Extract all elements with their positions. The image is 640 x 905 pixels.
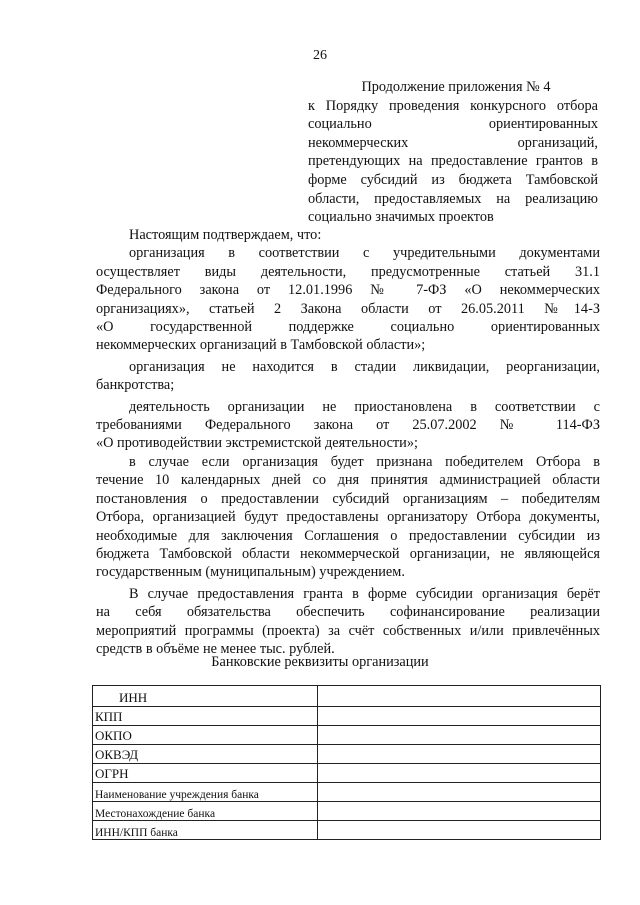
- appendix-line: форме субсидий из бюджета Тамбовской: [308, 171, 598, 188]
- bank-details-heading: Банковские реквизиты организации: [211, 654, 429, 670]
- row-label-bank-name: Наименование учреждения банка: [93, 783, 318, 802]
- text-line: банкротства;: [96, 377, 175, 394]
- table-row: [93, 686, 601, 707]
- text-line: В случае предоставления гранта в форме субсидии организация берёт: [129, 585, 600, 602]
- text-line: требованиями Федерального закона от 25.07.2002 № 114-ФЗ: [96, 417, 600, 434]
- document-body: [96, 226, 600, 658]
- row-value-ogrn[interactable]: [318, 764, 601, 783]
- row-label-inn: ИНН: [93, 686, 318, 707]
- text-line: на себя обязательства обеспечить софинансирование реализации: [96, 604, 600, 621]
- appendix-line: социально ориентированных: [308, 116, 598, 133]
- text-line: «О противодействии экстремистской деятельности»;: [96, 435, 418, 452]
- text-line: Отбора, организацией будут предоставлены организатору Отбора документы,: [96, 509, 600, 526]
- table-row: [93, 802, 601, 821]
- text-line: «О государственной поддержке социально ориентированных: [96, 319, 600, 336]
- row-label-okved: ОКВЭД: [93, 745, 318, 764]
- text-line: Федерального закона от 12.01.1996 № 7-ФЗ «О некоммерческих: [96, 282, 600, 299]
- row-value-okved[interactable]: [318, 745, 601, 764]
- text-line: государственным (муниципальным) учреждением.: [96, 564, 405, 581]
- page-number: 26: [313, 48, 327, 63]
- bank-details-table: [92, 685, 601, 840]
- appendix-line: к Порядку проведения конкурсного отбора: [308, 97, 598, 114]
- row-label-kpp: КПП: [93, 707, 318, 726]
- table-row: [93, 764, 601, 783]
- appendix-line: некоммерческих организаций,: [308, 134, 598, 151]
- text-line: организация в соответствии с учредительными документами: [129, 245, 600, 262]
- row-value-bank-inn-kpp[interactable]: [318, 821, 601, 840]
- row-value-kpp[interactable]: [318, 707, 601, 726]
- appendix-line: социально значимых проектов: [308, 209, 494, 226]
- text-line: некоммерческих организаций в Тамбовской области»;: [96, 337, 426, 354]
- row-value-bank-name[interactable]: [318, 783, 601, 802]
- table-row: [93, 726, 601, 745]
- row-value-inn[interactable]: [318, 686, 601, 707]
- row-label-ogrn: ОГРН: [93, 764, 318, 783]
- paragraph-liquidation: [96, 358, 600, 395]
- paragraph-extremism: [96, 398, 600, 453]
- confirm-intro: Настоящим подтверждаем, что:: [129, 227, 322, 243]
- appendix-title: Продолжение приложения № 4: [361, 79, 551, 95]
- paragraph-statutory-activity: [96, 244, 600, 354]
- table-row: [93, 707, 601, 726]
- text-line: постановления о предоставлении субсидий организациям – победителям: [96, 490, 600, 507]
- text-line: необходимые для заключения Соглашения о предоставлении субсидии из: [96, 527, 600, 544]
- table-row: [93, 745, 601, 764]
- table-row: [93, 821, 601, 840]
- text-line: средств в объёме не менее тыс. рублей.: [96, 640, 335, 657]
- text-line: осуществляет виды деятельности, предусмотренные статьей 31.1: [96, 263, 600, 280]
- row-value-okpo[interactable]: [318, 726, 601, 745]
- text-line: в случае если организация будет признана победителем Отбора в: [129, 453, 600, 470]
- paragraph-winner-documents: [96, 453, 600, 582]
- text-line: деятельность организации не приостановлена в соответствии с: [129, 398, 600, 415]
- row-label-okpo: ОКПО: [93, 726, 318, 745]
- appendix-header: [308, 78, 598, 227]
- row-value-bank-location[interactable]: [318, 802, 601, 821]
- text-line: организациях», статьей 2 Закона области от 26.05.2011 №14-З: [96, 300, 600, 317]
- appendix-line: области, предоставляемых на реализацию: [308, 190, 598, 207]
- row-label-bank-inn-kpp: ИНН/КПП банка: [93, 821, 318, 840]
- text-line: организация не находится в стадии ликвидации, реорганизации,: [129, 358, 600, 375]
- table-row: [93, 783, 601, 802]
- text-line: течение 10 календарных дней со дня принятия администрацией области: [96, 472, 600, 489]
- text-line: бюджета Тамбовской области некоммерческой организации, не являющейся: [96, 545, 600, 562]
- paragraph-cofinancing: [96, 585, 600, 659]
- text-line: мероприятий программы (проекта) за счёт собственных и/или привлечённых: [96, 622, 600, 639]
- row-label-bank-location: Местонахождение банка: [93, 802, 318, 821]
- appendix-line: претендующих на предоставление грантов в: [308, 153, 598, 170]
